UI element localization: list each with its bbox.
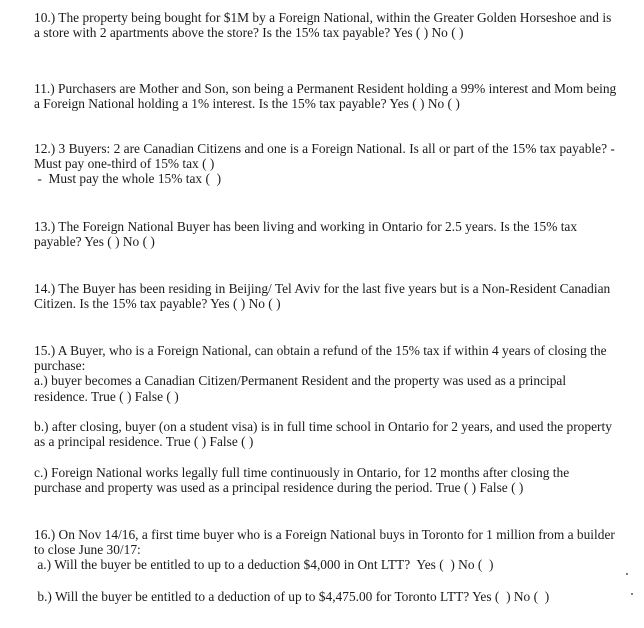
- question-14: [34, 281, 619, 311]
- question-16-line-2: to close June 30/17:: [34, 542, 141, 558]
- question-15a-line-1: a.) buyer becomes a Canadian Citizen/Permanent Resident and the property was used as a principal: [34, 373, 567, 389]
- scan-speck: [631, 593, 633, 595]
- question-12-line-2: Must pay one-third of 15% tax ( ): [34, 156, 215, 172]
- question-13-line-2: payable? Yes ( ) No ( ): [34, 234, 155, 250]
- question-15b-line-2: as a principal residence. True ( ) False ( ): [34, 434, 254, 450]
- question-14-line-1: 14.) The Buyer has been residing in Beijing/ Tel Aviv for the last five years but is a Non-Resident Canadian: [34, 281, 611, 296]
- question-10-line-1: 10.) The property being bought for $1M by a Foreign National, within the Greater Golden Horseshoe and is: [34, 10, 612, 25]
- question-12: [34, 141, 619, 187]
- question-15b: [34, 419, 619, 449]
- question-12-line-1: 12.) 3 Buyers: 2 are Canadian Citizens and one is a Foreign National. Is all or part of the 15% tax payable? -: [34, 141, 615, 156]
- question-10-line-2: a store with 2 apartments above the store? Is the 15% tax payable? Yes ( ) No ( ): [34, 25, 464, 41]
- question-15c-line-2: purchase and property was used as a principal residence during the period. True ( ) False ( ): [34, 480, 524, 496]
- question-11-line-1: 11.) Purchasers are Mother and Son, son being a Permanent Resident holding a 99% interest and Mom being: [34, 81, 617, 96]
- question-16b-line: b.) Will the buyer be entitled to a deduction of up to $4,475.00 for Toronto LTT? Yes ( ) No ( ): [34, 589, 550, 604]
- question-15-line-1: 15.) A Buyer, who is a Foreign National, can obtain a refund of the 15% tax if within 4 years of closing the: [34, 343, 607, 358]
- question-16b: [34, 589, 619, 604]
- question-15a-line-2: residence. True ( ) False ( ): [34, 388, 179, 404]
- question-15c-line-1: c.) Foreign National works legally full time continuously in Ontario, for 12 months after closing the: [34, 465, 570, 480]
- question-11: [34, 81, 619, 111]
- question-13: [34, 219, 619, 249]
- question-16-line-1: 16.) On Nov 14/16, a first time buyer who is a Foreign National buys in Toronto for 1 million from a builder: [34, 527, 615, 542]
- question-11-line-2: a Foreign National holding a 1% interest. Is the 15% tax payable? Yes ( ) No ( ): [34, 96, 460, 112]
- question-15b-line-1: b.) after closing, buyer (on a student visa) is in full time school in Ontario for 2 years, and used the property: [34, 419, 612, 434]
- question-14-line-2: Citizen. Is the 15% tax payable? Yes ( ) No ( ): [34, 296, 281, 312]
- question-15c: [34, 465, 619, 495]
- question-12-line-3: - Must pay the whole 15% tax ( ): [34, 171, 222, 187]
- question-13-line-1: 13.) The Foreign National Buyer has been living and working in Ontario for 2.5 years. Is the 15% tax: [34, 219, 578, 234]
- question-15-line-2: purchase:: [34, 358, 86, 374]
- question-16: [34, 527, 619, 573]
- question-10: [34, 10, 619, 40]
- question-15: [34, 343, 619, 404]
- scan-speck: [626, 573, 628, 575]
- question-16a-line: a.) Will the buyer be entitled to up to a deduction $4,000 in Ont LTT? Yes ( ) No ( ): [34, 557, 494, 573]
